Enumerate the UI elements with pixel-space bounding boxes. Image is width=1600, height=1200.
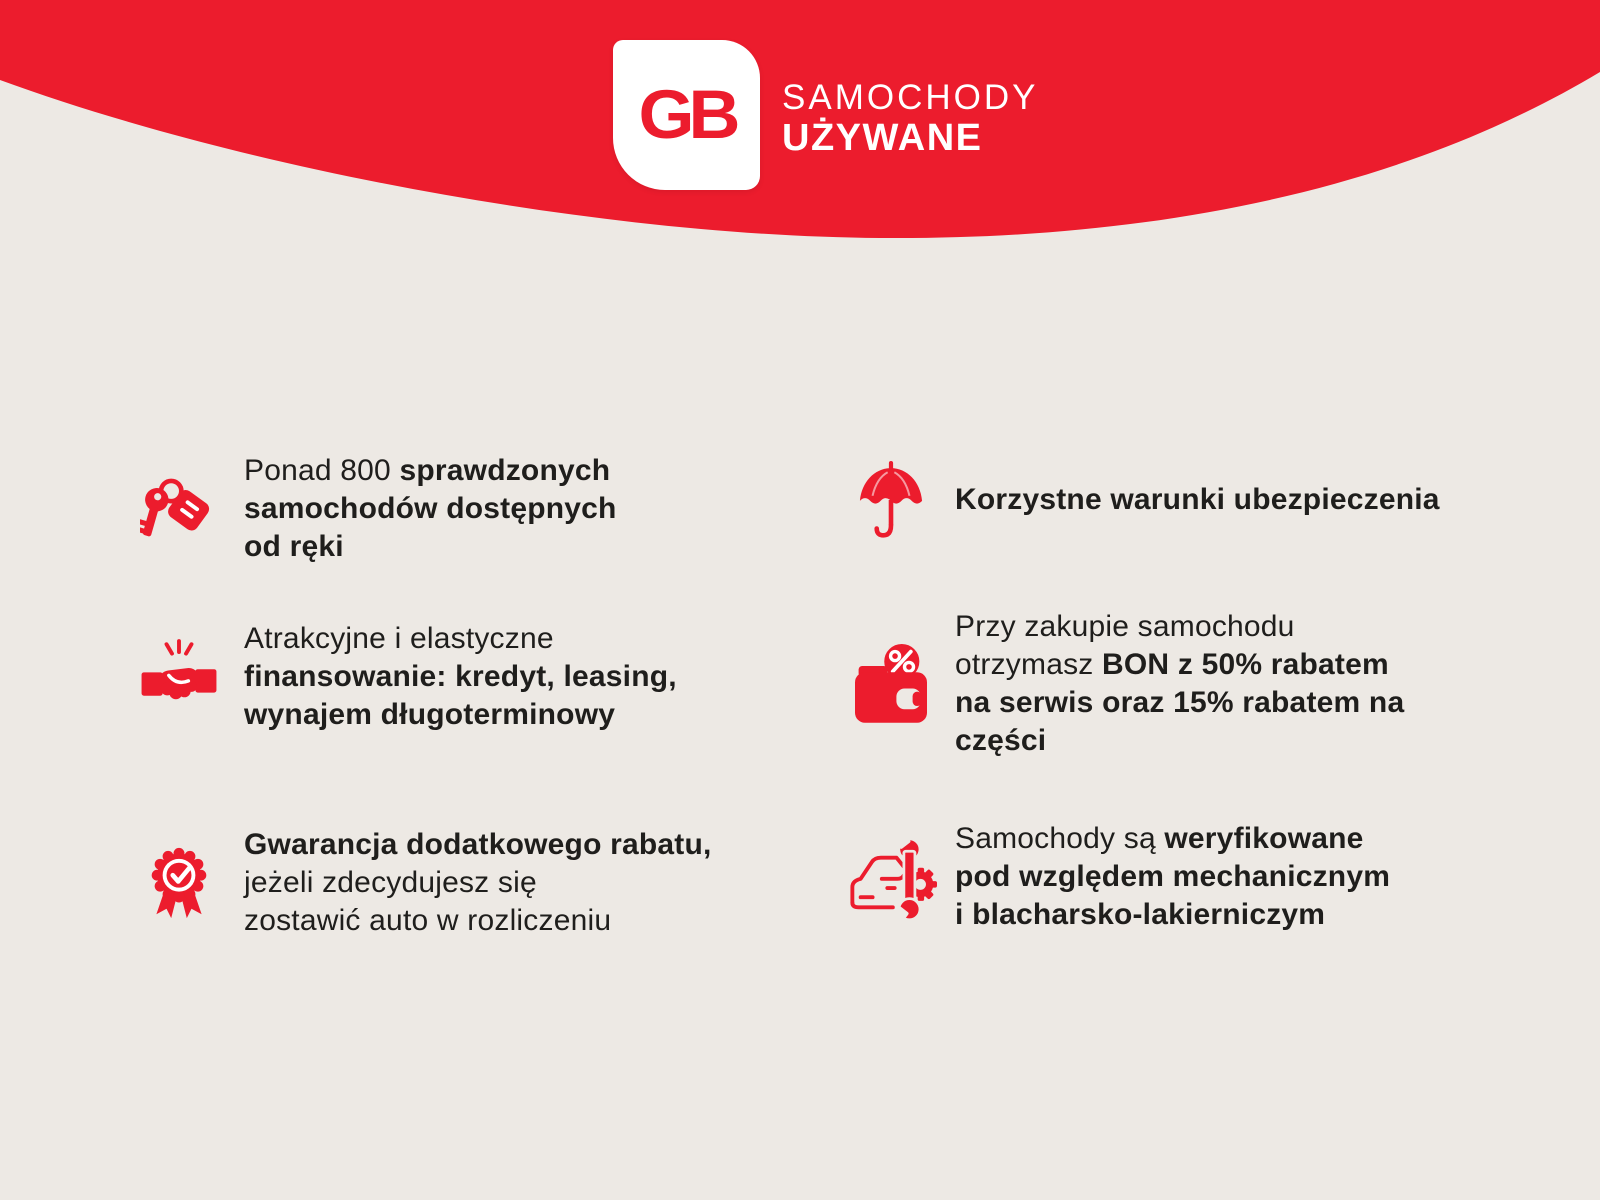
feature-insurance	[845, 452, 1440, 548]
feature-text: Korzystne warunki ubezpieczenia	[955, 483, 1440, 516]
feature-text: Samochody są weryfikowane pod względem mechanicznym i blacharsko-lakierniczym	[955, 822, 1391, 931]
umbrella-icon	[845, 452, 937, 548]
feature-text: Ponad 800 sprawdzonych samochodów dostępnych od ręki	[244, 454, 617, 563]
feature-voucher	[845, 608, 1404, 760]
car-service-icon	[845, 825, 937, 929]
brand-name-line2: UŻYWANE	[782, 117, 983, 159]
feature-guarantee	[140, 826, 712, 940]
handshake-icon	[140, 633, 218, 721]
feature-text: Gwarancja dodatkowego rabatu, jeżeli zdecydujesz się zostawić auto w rozliczeniu	[244, 828, 712, 937]
award-badge-check-icon	[140, 832, 218, 934]
discount-wallet-icon	[845, 624, 937, 744]
gb-logo	[613, 40, 760, 190]
car-keys-price-tag-icon	[140, 462, 218, 556]
feature-verification	[845, 820, 1390, 934]
brand-name-line1: SAMOCHODY	[782, 78, 1039, 117]
feature-text: Przy zakupie samochodu otrzymasz BON z 50% rabatem na serwis oraz 15% rabatem na części	[955, 610, 1405, 757]
feature-text: Atrakcyjne i elastyczne finansowanie: kredyt, leasing, wynajem długoterminowy	[244, 622, 677, 731]
brand-name	[782, 80, 1038, 157]
feature-available-cars	[140, 452, 617, 566]
feature-financing	[140, 620, 677, 734]
gb-logo-text: GB	[638, 77, 735, 153]
